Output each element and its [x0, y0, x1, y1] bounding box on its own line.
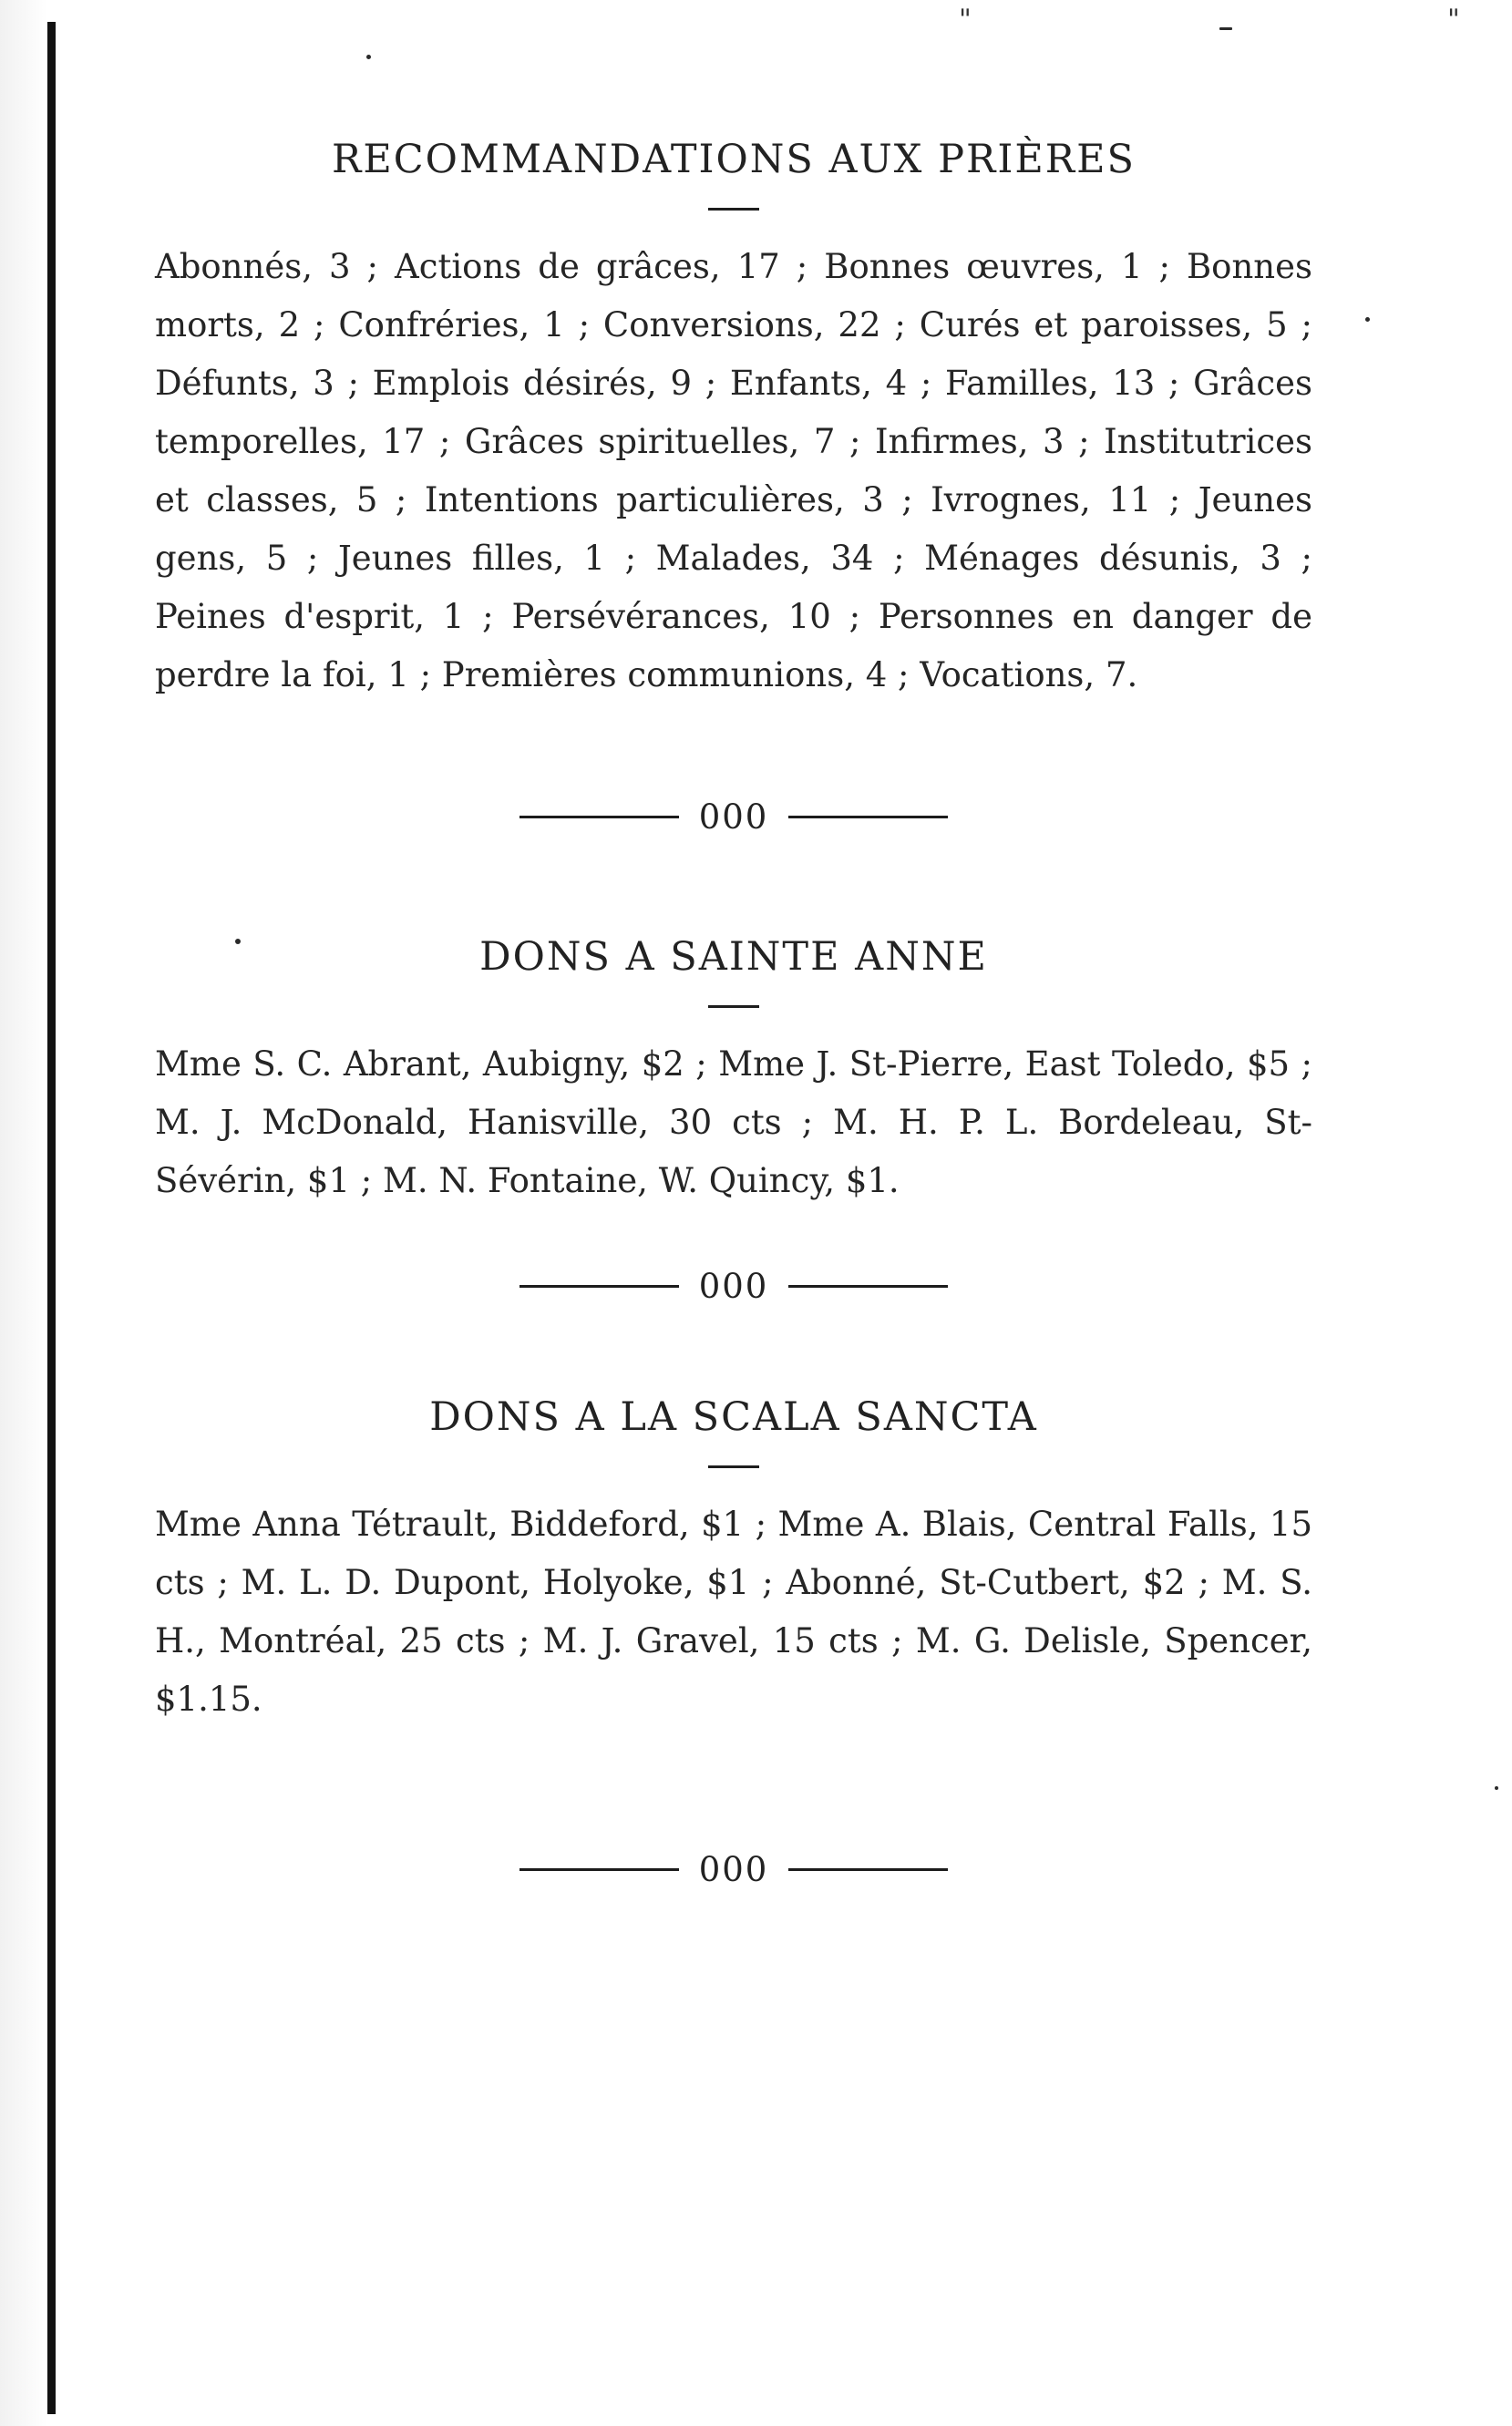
title-rule — [708, 208, 759, 211]
section-body: Mme Anna Tétrault, Biddeford, $1 ; Mme A. Blais, Central Falls, 15 cts ; M. L. D. Dupont, Holyoke, $1 ; Abonné, St-Cutbert, $2 ; M. S. H., Montréal, 25 cts ; M. J. Gravel, 15 cts ; M. G. Delisle, Spencer, $1.15. — [155, 1504, 1312, 1719]
section-divider — [155, 797, 1312, 837]
divider-line-right — [788, 1285, 948, 1288]
section-recommandations — [155, 137, 1312, 704]
section-body: Mme S. C. Abrant, Aubigny, $2 ; Mme J. St-Pierre, East Toledo, $5 ; M. J. McDonald, Hanisville, 30 cts ; M. H. P. L. Bordeleau, St-Sévérin, $1 ; M. N. Fontaine, W. Quincy, $1. — [155, 1043, 1312, 1200]
page-mark-left: " — [959, 4, 972, 36]
scan-speck — [1495, 1786, 1498, 1790]
book-binding-edge — [47, 22, 56, 2414]
section-title: DONS A LA SCALA SANCTA — [429, 1394, 1038, 1440]
scan-speck — [366, 55, 371, 59]
scan-speck — [1219, 27, 1232, 30]
divider-mark: 000 — [698, 797, 769, 837]
section-title: RECOMMANDATIONS AUX PRIÈRES — [332, 137, 1136, 182]
divider-line-right — [788, 816, 948, 818]
binding-shadow — [0, 0, 47, 2426]
divider-line-left — [519, 1868, 679, 1871]
divider-line-right — [788, 1868, 948, 1871]
section-body: Abonnés, 3 ; Actions de grâces, 17 ; Bonnes œuvres, 1 ; Bonnes morts, 2 ; Confréries, 1 ; Conversions, 22 ; Curés et paroisses, 5 ; Défunts, 3 ; Emplois désirés, 9 ; Enfants, 4 ; Familles, 13 ; Grâces temporelles, 17 ; Grâces spirituelles, 7 ; Infirmes, 3 ; Institutrices et classes, 5 ; Intentions particulières, 3 ; Ivrognes, 11 ; Jeunes gens, 5 ; Jeunes filles, 1 ; Malades, 34 ; Ménages désunis, 3 ; Peines d'esprit, 1 ; Persévérances, 10 ; Personnes en danger de perdre la foi, 1 ; Premières communions, 4 ; Vocations, 7. — [155, 246, 1312, 694]
title-rule — [708, 1465, 759, 1468]
section-title: DONS A SAINTE ANNE — [479, 934, 988, 980]
page-mark-right: " — [1447, 4, 1460, 36]
section-dons-scala-sancta — [155, 1394, 1312, 1729]
title-rule — [708, 1005, 759, 1008]
divider-mark: 000 — [698, 1850, 769, 1889]
divider-line-left — [519, 1285, 679, 1288]
section-divider — [155, 1850, 1312, 1889]
scan-speck — [1365, 317, 1370, 322]
divider-mark: 000 — [698, 1267, 769, 1306]
section-divider — [155, 1267, 1312, 1306]
divider-line-left — [519, 816, 679, 818]
section-dons-sainte-anne — [155, 934, 1312, 1210]
